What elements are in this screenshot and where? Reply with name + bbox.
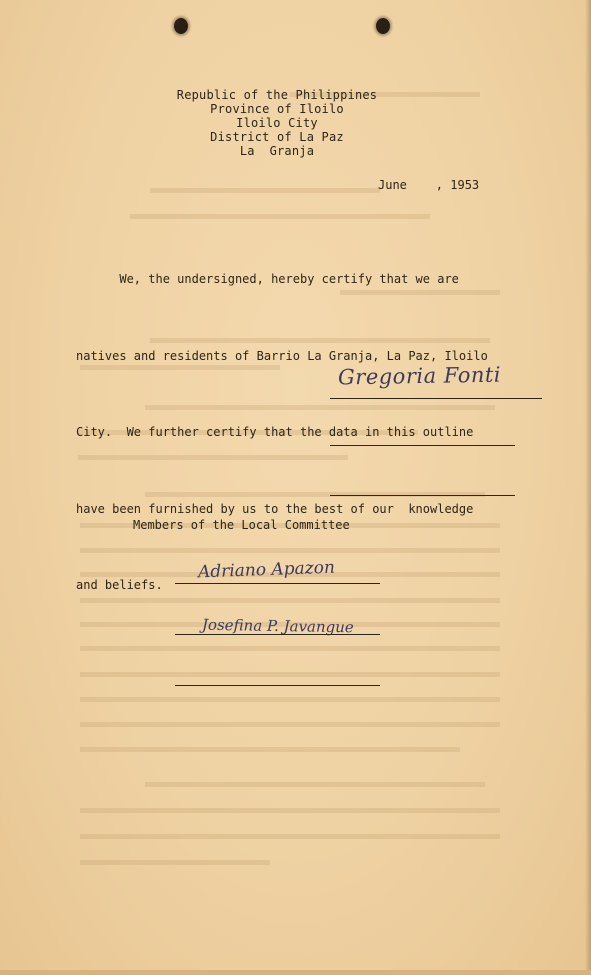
paragraph-line: have been furnished by us to the best of our knowledge [76, 501, 474, 516]
punch-hole-left [174, 18, 188, 34]
signature-line-5 [175, 634, 380, 635]
signature-1: Gregoria Fonti [337, 362, 502, 390]
header-line-country: Republic of the Philippines [176, 88, 378, 102]
header-line-province: Province of Iloilo [210, 102, 344, 116]
paper-edge-bottom [0, 970, 591, 975]
signature-line-3 [330, 495, 515, 496]
document-date: June , 1953 [378, 178, 480, 192]
certification-paragraph [76, 216, 506, 650]
paper-edge-right [585, 0, 591, 975]
signature-line-4 [175, 583, 380, 584]
signature-2: Adriano Apazon [197, 557, 336, 583]
header-line-barrio: La Granja [239, 144, 315, 158]
committee-label: Members of the Local Committee [133, 518, 350, 532]
signature-3: Josefina P. Javangue [201, 615, 354, 637]
paragraph-line: We, the undersigned, hereby certify that we are [76, 272, 459, 286]
signature-line-1 [330, 398, 542, 399]
paragraph-line: City. We further certify that the data in this outline [76, 425, 474, 439]
paragraph-line: and beliefs. [76, 578, 163, 592]
header-line-district: District of La Paz [210, 130, 344, 144]
signature-line-6 [175, 685, 380, 686]
paragraph-line: natives and residents of Barrio La Granja, La Paz, Iloilo [76, 348, 488, 363]
header-line-city: Iloilo City [236, 116, 318, 130]
signature-line-2 [330, 445, 515, 446]
punch-hole-right [376, 18, 390, 34]
letterhead [120, 88, 434, 158]
